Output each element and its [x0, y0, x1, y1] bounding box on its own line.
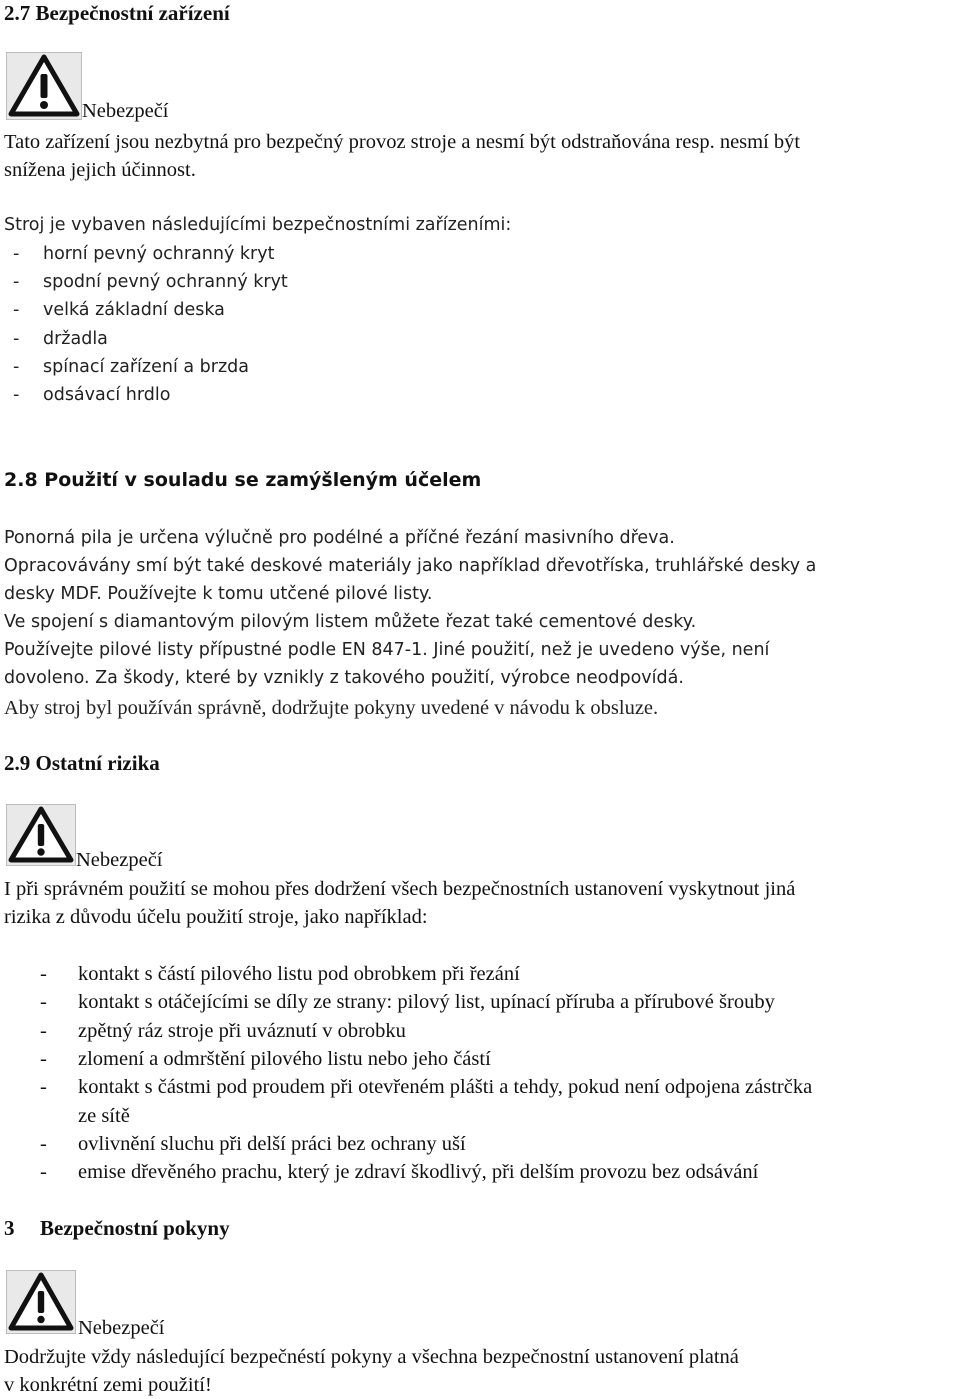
list-intro: Stroj je vybaven následujícími bezpečnostními zařízeními: [4, 215, 512, 235]
danger-label: Nebezpečí [76, 849, 163, 871]
text-line: I při správném použití se mohou přes dodržení všech bezpečnostních ustanovení vyskytnout jiná [4, 878, 796, 900]
residual-risks-list: - kontakt s částí pilového listu pod obrobkem při řezání - kontakt s otáčejícími se díly ze strany: pilový list, upínací příruba a přírubové šrouby - zpětný ráz stroje při uváznutí v obrobku - zlomení a odmrštění pilového listu nebo jeho částí - kontakt s částmi pod proudem při otevřeném plášti a tehdy, pokud není odpojena zástrčka ze sítě - ovlivnění sluchu při delší práci bez ochrany uší - emise dřevěného prachu, který je zdraví škodlivý, při delším provozu bez odsávání [40, 960, 955, 1190]
danger-label: Nebezpečí [78, 1317, 165, 1339]
warning-triangle-icon [6, 804, 76, 866]
text-line: Ve spojení s diamantovým pilovým listem můžete řezat také cementové desky. [4, 612, 697, 632]
warning-triangle-icon [6, 52, 82, 120]
list-dash: - [40, 1047, 47, 1070]
text-line: Ponorná pila je určena výlučně pro podélné a příčné řezání masivního dřeva. [4, 528, 675, 548]
text-line: Tato zařízení jsou nezbytná pro bezpečný provoz stroje a nesmí být odstraňována resp. nesmí být [4, 131, 801, 153]
list-dash: - [40, 1132, 47, 1155]
text-line: snížena jejich účinnost. [4, 159, 196, 181]
safety-devices-list: - horní pevný ochranný kryt - spodní pevný ochranný kryt - velká základní deska - držadla - spínací zařízení a brzda - odsávací hrdlo [13, 240, 613, 440]
text-line: desky MDF. Používejte k tomu utčené pilové listy. [4, 584, 433, 604]
section-2-7-heading: 2.7 Bezpečnostní zařízení [4, 1, 230, 25]
list-dash: - [13, 272, 20, 293]
section-2-8-heading: 2.8 Použití v souladu se zamýšleným účelem [4, 469, 482, 491]
list-dash: - [13, 328, 20, 349]
section-number: 3 [4, 1216, 15, 1240]
list-dash: - [40, 963, 47, 985]
list-dash: - [13, 244, 20, 264]
text-line: v konkrétní zemi použití! [4, 1374, 212, 1396]
text-line: Používejte pilové listy přípustné podle EN 847-1. Jiné použití, než je uvedeno výše, není [4, 640, 770, 660]
list-dash: - [40, 991, 47, 1014]
list-dash: - [13, 385, 20, 405]
text-line: Opracovávány smí být také deskové materiály jako například dřevotříska, truhlářské desky a [4, 556, 817, 576]
warning-triangle-icon [6, 1270, 76, 1334]
danger-label: Nebezpečí [82, 100, 169, 122]
list-dash: - [40, 1161, 47, 1184]
list-dash: - [13, 356, 20, 377]
text-line: dovoleno. Za škody, které by vznikly z takového použití, výrobce neodpovídá. [4, 668, 684, 688]
list-dash: - [40, 1076, 47, 1099]
text-line: Dodržujte vždy následující bezpečnéstí pokyny a všechna bezpečnostní ustanovení platná [4, 1346, 739, 1368]
section-3-heading [4, 1216, 230, 1240]
list-dash: - [40, 1019, 47, 1042]
text-line: rizika z důvodu účelu použití stroje, jako například: [4, 906, 428, 928]
section-title: Bezpečnostní pokyny [40, 1216, 230, 1240]
section-2-9-heading: 2.9 Ostatní rizika [4, 751, 160, 775]
list-dash: - [13, 300, 20, 321]
text-line: Aby stroj byl používán správně, dodržujte pokyny uvedené v návodu k obsluze. [4, 697, 659, 719]
